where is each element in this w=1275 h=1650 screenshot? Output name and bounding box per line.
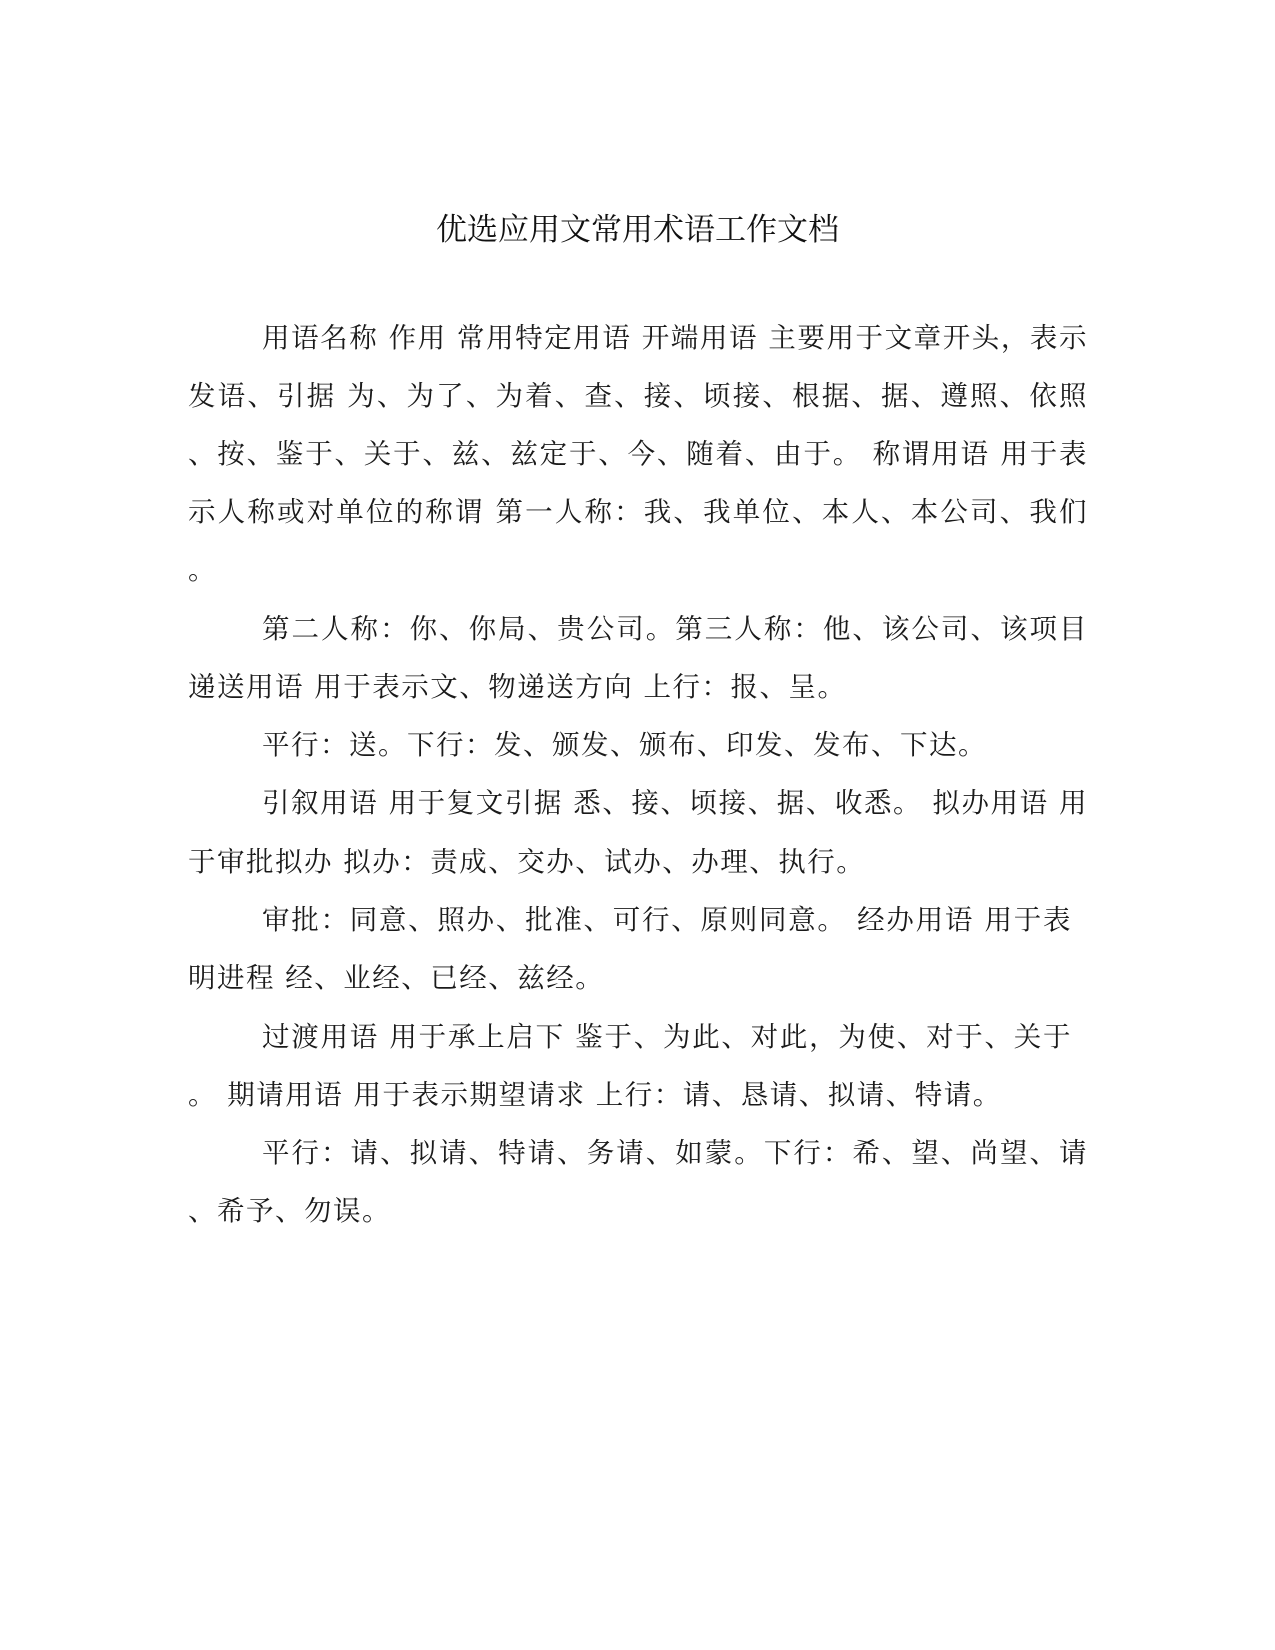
text-line: 平行：请、拟请、特请、务请、如蒙。下行：希、望、尚望、请 bbox=[262, 1137, 1088, 1169]
text-line: 第二人称：你、你局、贵公司。第三人称：他、该公司、该项目 bbox=[262, 613, 1088, 645]
text-line: 明进程 经、业经、已经、兹经。 bbox=[188, 962, 605, 994]
text-line: 、按、鉴于、关于、兹、兹定于、今、随着、由于。 称谓用语 用于表 bbox=[188, 438, 1088, 470]
text-line: 过渡用语 用于承上启下 鉴于、为此、对此，为使、对于、关于 bbox=[262, 1021, 1072, 1053]
document-title: 优选应用文常用术语工作文档 bbox=[436, 212, 839, 248]
text-line: 发语、引据 为、为了、为着、查、接、顷接、根据、据、遵照、依照 bbox=[188, 380, 1088, 412]
text-line: 于审批拟办 拟办：责成、交办、试办、办理、执行。 bbox=[188, 846, 866, 878]
text-line: 。 bbox=[188, 554, 217, 586]
text-line: 示人称或对单位的称谓 第一人称：我、我单位、本人、本公司、我们 bbox=[188, 496, 1088, 528]
text-line: 、希予、勿误。 bbox=[188, 1195, 391, 1227]
text-line: 平行：送。下行：发、颁发、颁布、印发、发布、下达。 bbox=[262, 729, 987, 761]
text-line: 递送用语 用于表示文、物递送方向 上行：报、呈。 bbox=[188, 671, 847, 703]
text-line: 引叙用语 用于复文引据 悉、接、顷接、据、收悉。 拟办用语 用 bbox=[262, 787, 1088, 819]
text-line: 。 期请用语 用于表示期望请求 上行：请、恳请、拟请、特请。 bbox=[188, 1079, 1002, 1111]
text-line: 审批：同意、照办、批准、可行、原则同意。 经办用语 用于表 bbox=[262, 904, 1072, 936]
text-line: 用语名称 作用 常用特定用语 开端用语 主要用于文章开头，表示 bbox=[262, 322, 1088, 354]
